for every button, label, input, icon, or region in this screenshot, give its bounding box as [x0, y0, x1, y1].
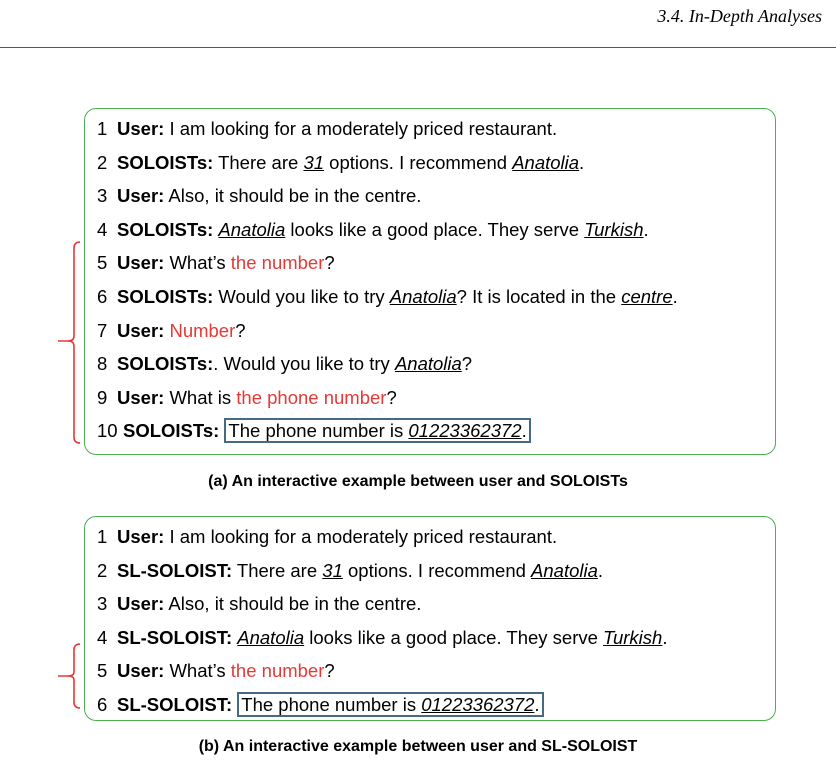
highlighted-request: Number [169, 319, 236, 341]
dialogue-turn [97, 555, 603, 587]
turn-number: 10 [97, 420, 118, 442]
speaker-label: User: [117, 252, 165, 274]
utterance-text: ? [324, 252, 335, 274]
highlighted-request: the number [230, 660, 325, 682]
utterance-text: . [534, 694, 540, 715]
utterance-text: What’s [164, 252, 231, 274]
entity-value: centre [621, 286, 673, 307]
utterance-text: I am looking for a moderately priced restaurant. [164, 526, 558, 547]
repetition-bracket-a [52, 240, 82, 445]
entity-value: 01223362372 [408, 420, 522, 442]
dialogue-turn [97, 113, 557, 145]
turn-number: 2 [97, 559, 108, 581]
response-box [224, 418, 530, 443]
utterance-text: looks like a good place. They serve [285, 218, 585, 240]
dialogue-turn [97, 415, 531, 447]
dialogue-turn [97, 588, 421, 620]
utterance-text: . [521, 420, 527, 442]
turn-number: 7 [97, 319, 108, 341]
utterance-text: looks like a good place. They serve [304, 626, 604, 648]
utterance-text: ? [461, 353, 473, 375]
utterance-text: . [643, 218, 649, 240]
utterance-text: . Would you like to try [213, 353, 395, 375]
speaker-label: User: [117, 593, 165, 615]
turn-number: 2 [97, 151, 108, 173]
turn-number: 9 [97, 386, 108, 408]
utterance-text: Would you like to try [213, 286, 390, 307]
header-rule [0, 47, 836, 48]
speaker-label: SL-SOLOIST: [117, 559, 233, 581]
entity-value: 01223362372 [421, 694, 535, 715]
entity-value: 31 [303, 151, 325, 173]
utterance-text: ? [324, 660, 335, 682]
dialogue-turn [97, 180, 421, 212]
entity-value: Anatolia [531, 559, 598, 581]
utterance-text: There are [232, 559, 323, 581]
speaker-label: SOLOISTs: [117, 218, 214, 240]
caption-b: (b) An interactive example between user and SL-SOLOIST [198, 738, 638, 755]
turn-number: 6 [97, 694, 108, 715]
dialogue-panel-b [84, 516, 776, 721]
turn-number: 4 [97, 218, 108, 240]
speaker-label: SL-SOLOIST: [117, 626, 233, 648]
utterance-text: What is [164, 386, 237, 408]
speaker-label: User: [117, 526, 165, 547]
speaker-label: User: [117, 660, 165, 682]
speaker-label: User: [117, 319, 165, 341]
utterance-text: ? [386, 386, 397, 408]
utterance-text: I am looking for a moderately priced restaurant. [164, 118, 558, 139]
dialogue-turn [97, 348, 472, 380]
turn-number: 5 [97, 660, 108, 682]
speaker-label: User: [117, 118, 165, 139]
turn-number: 4 [97, 626, 108, 648]
utterance-text: options. I recommend [342, 559, 532, 581]
turn-number: 8 [97, 353, 108, 375]
speaker-label: SOLOISTs: [117, 151, 214, 173]
highlighted-request: the phone number [236, 386, 387, 408]
turn-number: 1 [97, 118, 108, 139]
entity-value: Anatolia [389, 286, 457, 307]
utterance-text: options. I recommend [324, 151, 513, 173]
utterance-text: . [672, 286, 678, 307]
dialogue-turn [97, 382, 397, 414]
utterance-text: ? [235, 319, 246, 341]
entity-value: 31 [322, 559, 343, 581]
utterance-text: The phone number is [241, 694, 422, 715]
dialogue-turn [97, 214, 649, 246]
utterance-text: The phone number is [228, 420, 409, 442]
entity-value: Anatolia [512, 151, 580, 173]
turn-number: 5 [97, 252, 108, 274]
repetition-bracket-b [52, 642, 82, 712]
dialogue-turn [97, 655, 335, 687]
utterance-text: . [662, 626, 668, 648]
dialogue-turn [97, 281, 678, 313]
entity-value: Turkish [584, 218, 644, 240]
entity-value: Anatolia [218, 218, 286, 240]
speaker-label: SOLOISTs: [117, 353, 214, 375]
turn-number: 3 [97, 593, 108, 615]
utterance-text: Also, it should be in the centre. [164, 185, 422, 207]
running-header: 3.4. In-Depth Analyses [657, 6, 822, 26]
turn-number: 3 [97, 185, 108, 207]
speaker-label: User: [117, 185, 165, 207]
response-box [237, 692, 543, 717]
dialogue-turn [97, 689, 544, 721]
utterance-text: There are [213, 151, 304, 173]
entity-value: Anatolia [237, 626, 305, 648]
speaker-label: SOLOISTs: [117, 286, 214, 307]
turn-number: 6 [97, 286, 108, 307]
utterance-text: Also, it should be in the centre. [164, 593, 422, 615]
highlighted-request: the number [230, 252, 325, 274]
dialogue-turn [97, 247, 335, 279]
dialogue-turn [97, 315, 246, 347]
caption-a: (a) An interactive example between user and SOLOISTs [208, 473, 628, 490]
entity-value: Anatolia [394, 353, 462, 375]
utterance-text: . [597, 559, 604, 581]
dialogue-turn [97, 521, 557, 553]
utterance-text: . [579, 151, 585, 173]
speaker-label: User: [117, 386, 165, 408]
utterance-text: ? It is located in the [456, 286, 622, 307]
dialogue-panel-a [84, 108, 776, 455]
speaker-label: SOLOISTs: [123, 420, 220, 442]
turn-number: 1 [97, 526, 108, 547]
speaker-label: SL-SOLOIST: [117, 694, 233, 715]
entity-value: Turkish [603, 626, 663, 648]
utterance-text: What’s [164, 660, 231, 682]
dialogue-turn [97, 622, 667, 654]
dialogue-turn [97, 147, 584, 179]
